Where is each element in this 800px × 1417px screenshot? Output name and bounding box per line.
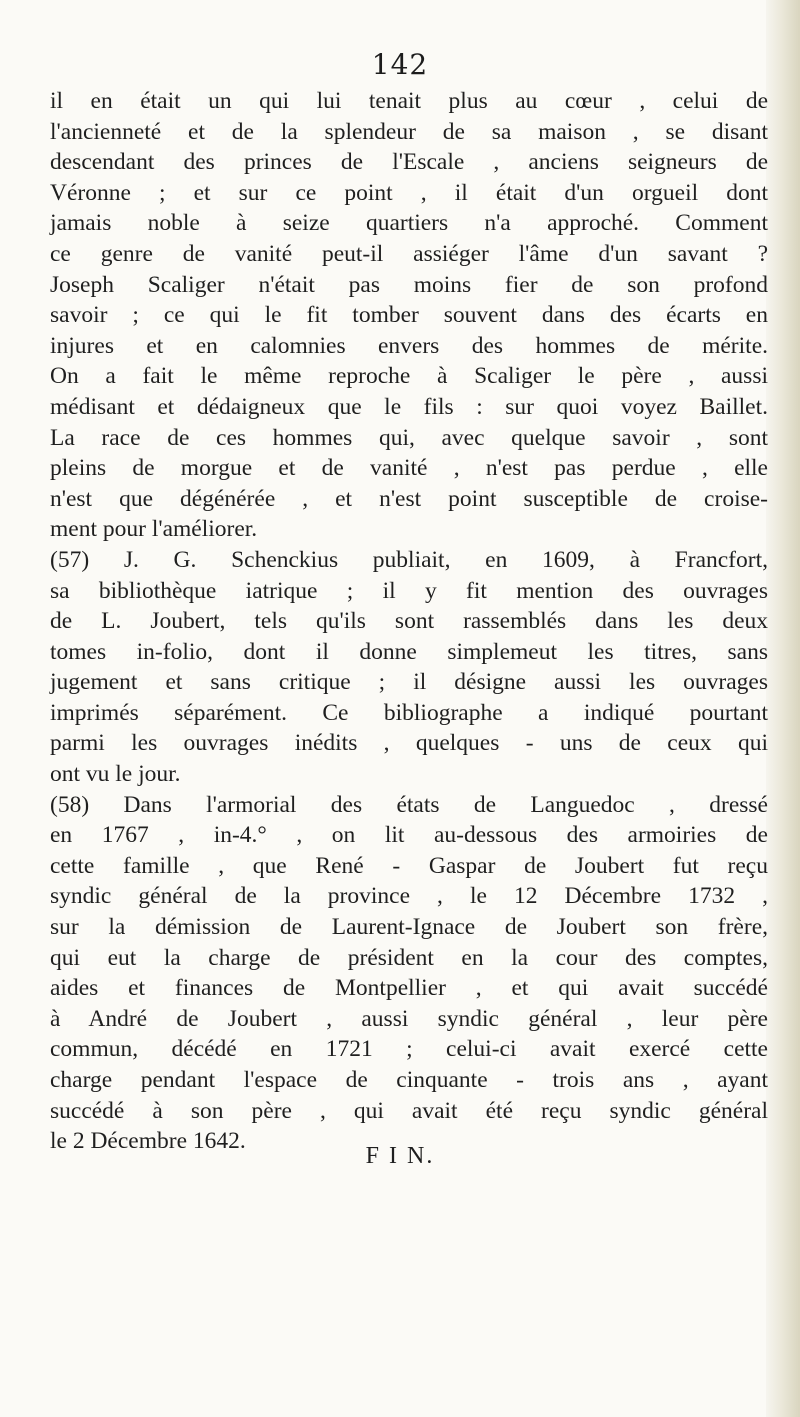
text-line: On a fait le même reproche à Scaliger le père , aussi	[50, 363, 768, 390]
text-line: ce genre de vanité peut-il assiéger l'âme d'un savant ?	[50, 240, 768, 267]
text-line: il en était un qui lui tenait plus au cœur , celui de	[50, 88, 768, 114]
text-line: médisant et dédaigneux que le fils : sur quoi voyez Baillet.	[50, 393, 768, 420]
text-line: n'est que dégénérée , et n'est point susceptible de croise-	[50, 485, 768, 512]
text-line: imprimés séparément. Ce bibliographe a indiqué pourtant	[50, 699, 768, 726]
text-line: qui eut la charge de président en la cour des comptes,	[50, 944, 768, 971]
text-line: cette famille , que René - Gaspar de Joubert fut reçu	[50, 852, 768, 879]
text-line: jugement et sans critique ; il désigne aussi les ouvrages	[50, 669, 768, 696]
text-line: Joseph Scaliger n'était pas moins fier de son profond	[50, 271, 768, 298]
text-line: ont vu le jour.	[50, 761, 181, 788]
text-line: injures et en calomnies envers des hommes de mérite.	[50, 332, 768, 359]
text-line: tomes in-folio, dont il donne simplemeut les titres, sans	[50, 638, 768, 665]
page-number: 142	[371, 48, 429, 81]
text-line: succédé à son père , qui avait été reçu syndic général	[50, 1097, 768, 1124]
end-mark: F I N.	[365, 1143, 435, 1169]
text-line: sur la démission de Laurent-Ignace de Joubert son frère,	[50, 914, 768, 941]
text-line: aides et finances de Montpellier , et qui avait succédé	[50, 975, 768, 1002]
text-line: sa bibliothèque iatrique ; il y fit mention des ouvrages	[50, 577, 768, 604]
page-edge-shadow	[766, 0, 800, 1417]
body-text	[50, 86, 768, 1157]
text-line: charge pendant l'espace de cinquante - trois ans , ayant	[50, 1067, 768, 1093]
text-line: Véronne ; et sur ce point , il était d'un orgueil dont	[50, 179, 768, 206]
text-line: ment pour l'améliorer.	[50, 516, 258, 543]
text-line: savoir ; ce qui le fit tomber souvent dans des écarts en	[50, 302, 768, 329]
text-line: jamais noble à seize quartiers n'a approché. Comment	[50, 210, 768, 237]
text-line: descendant des princes de l'Escale , anciens seigneurs de	[50, 149, 768, 176]
text-line: l'ancienneté et de la splendeur de sa maison , se disant	[50, 118, 768, 145]
text-line: à André de Joubert , aussi syndic général , leur père	[50, 1005, 768, 1032]
text-line: en 1767 , in-4.° , on lit au-dessous des armoiries de	[50, 822, 768, 849]
text-line: commun, décédé en 1721 ; celui-ci avait exercé cette	[50, 1036, 768, 1063]
text-line: pleins de morgue et de vanité , n'est pas perdue , elle	[50, 455, 768, 482]
text-line: syndic général de la province , le 12 Décembre 1732 ,	[50, 883, 768, 910]
text-line: (57) J. G. Schenckius publiait, en 1609, à Francfort,	[50, 546, 768, 573]
text-line: (58) Dans l'armorial des états de Languedoc , dressé	[50, 791, 768, 818]
text-line: La race de ces hommes qui, avec quelque savoir , sont	[50, 424, 768, 451]
text-line: le 2 Décembre 1642.	[50, 1128, 246, 1155]
text-line: de L. Joubert, tels qu'ils sont rassemblés dans les deux	[50, 608, 768, 635]
text-line: parmi les ouvrages inédits , quelques - uns de ceux qui	[50, 730, 768, 757]
